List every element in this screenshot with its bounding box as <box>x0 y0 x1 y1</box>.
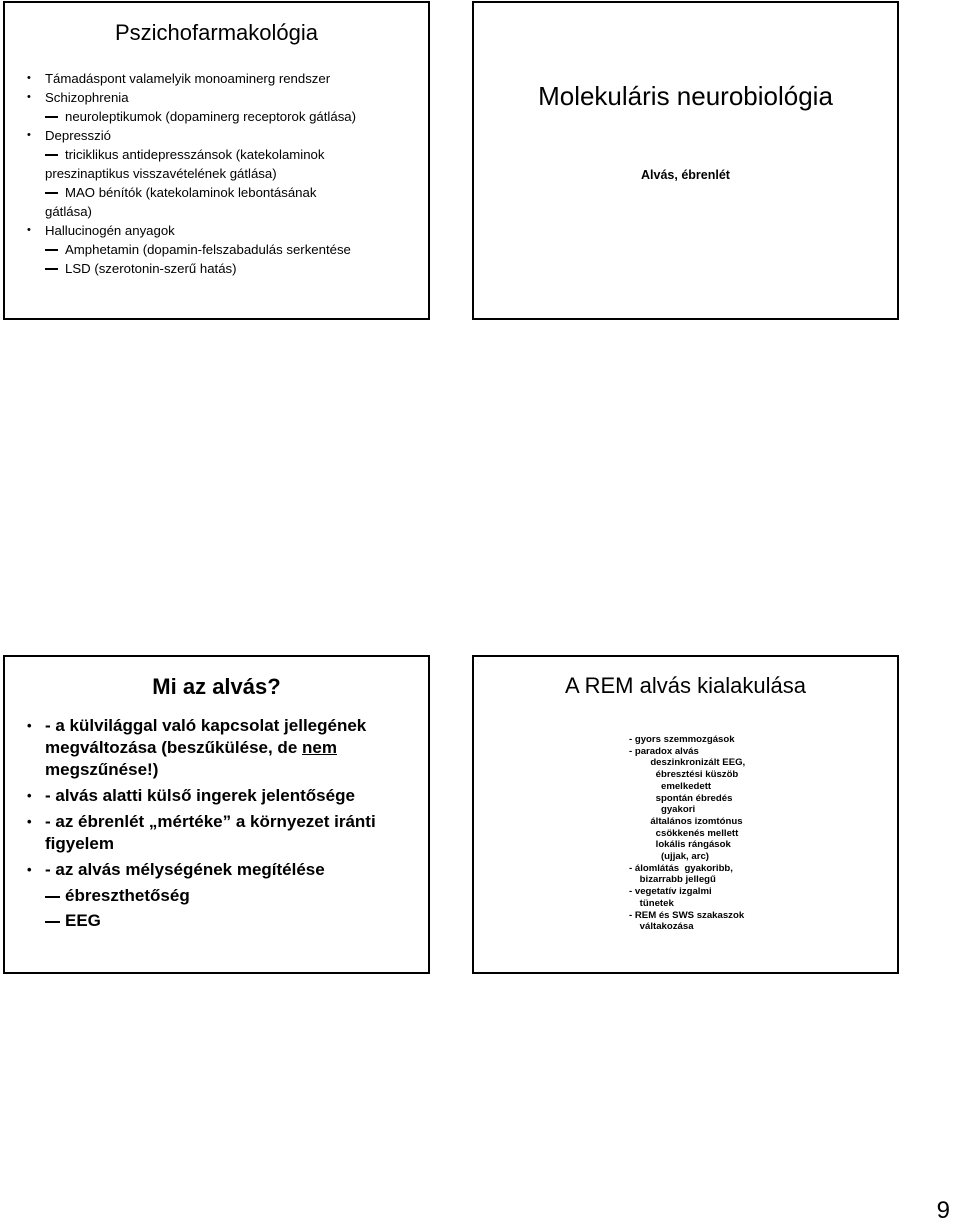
dash-icon <box>45 116 58 118</box>
bullet-item: • Depresszió <box>25 126 420 145</box>
sub-bullet-item: Amphetamin (dopamin-felszabadulás serkentése <box>25 240 420 259</box>
bullet-item: • Támadáspont valamelyik monoaminerg rendszer <box>25 69 420 88</box>
bullet-list <box>25 715 418 932</box>
sub-bullet-item: ébreszthetőség <box>25 885 418 907</box>
sub-bullet-item: LSD (szerotonin-szerű hatás) <box>25 259 420 278</box>
bullet-item: • Hallucinogén anyagok <box>25 221 420 240</box>
sub-bullet-item: neuroleptikumok (dopaminerg receptorok gátlása) <box>25 107 420 126</box>
rem-line: lokális rángások <box>629 839 731 851</box>
rem-line: deszinkronizált EEG, <box>629 757 746 769</box>
bullet-item: • Schizophrenia <box>25 88 420 107</box>
dash-icon <box>45 921 60 923</box>
rem-line: váltakozása <box>629 921 694 933</box>
rem-line: ébresztési küszöb <box>629 769 739 781</box>
rem-line: bizarrabb jellegű <box>629 874 716 886</box>
rem-line: - álomlátás gyakoribb, <box>629 862 733 874</box>
slide-rem-alvas <box>472 655 899 974</box>
page-number: 9 <box>936 1197 950 1224</box>
dash-icon <box>45 249 58 251</box>
bullet-item: • - a külvilággal való kapcsolat jellegének megváltozása (beszűkülése, de nem megszűnése!) <box>25 715 418 781</box>
rem-line: - gyors szemmozgások <box>629 734 735 745</box>
rem-text-block <box>629 734 745 933</box>
bullet-item: • - az alvás mélységének megítélése <box>25 859 418 881</box>
bullet-item: • - alvás alatti külső ingerek jelentősége <box>25 785 418 807</box>
rem-line: emelkedett <box>629 780 712 792</box>
bullet-item: • - az ébrenlét „mértéke” a környezet iránti figyelem <box>25 811 418 855</box>
rem-line: csökkenés mellett <box>629 827 739 839</box>
sub-bullet-continuation: preszinaptikus visszavételének gátlása) <box>45 166 277 181</box>
rem-line: gyakori <box>629 804 696 816</box>
dash-icon <box>45 268 58 270</box>
slide-pszichofarmakologia <box>3 1 430 320</box>
rem-line: - vegetatív izgalmi <box>629 886 712 898</box>
rem-line: spontán ébredés <box>629 792 733 804</box>
sub-bullet-continuation: gátlása) <box>45 204 92 219</box>
sub-bullet-item: triciklikus antidepresszánsok (katekolaminok <box>25 145 420 164</box>
sub-bullet-item: EEG <box>25 910 418 932</box>
rem-line: - REM és SWS szakaszok <box>629 909 745 921</box>
bullet-list <box>25 69 420 278</box>
rem-line: (ujjak, arc) <box>629 851 709 863</box>
slide-subtitle: Alvás, ébrenlét <box>641 168 730 182</box>
slide-title: A REM alvás kialakulása <box>565 673 806 698</box>
slide-mi-az-alvas <box>3 655 430 974</box>
dash-icon <box>45 154 58 156</box>
slide-title: Mi az alvás? <box>152 674 281 699</box>
rem-line: tünetek <box>629 897 674 909</box>
dash-icon <box>45 192 58 194</box>
slide-molekularis-neurobiologia <box>472 1 899 320</box>
slide-title: Molekuláris neurobiológia <box>538 81 833 111</box>
sub-bullet-item: MAO bénítók (katekolaminok lebontásának <box>25 183 420 202</box>
slide-title: Pszichofarmakológia <box>115 20 318 45</box>
rem-line: - paradox alvás <box>629 745 699 757</box>
dash-icon <box>45 896 60 898</box>
rem-line: általános izomtónus <box>629 815 743 827</box>
